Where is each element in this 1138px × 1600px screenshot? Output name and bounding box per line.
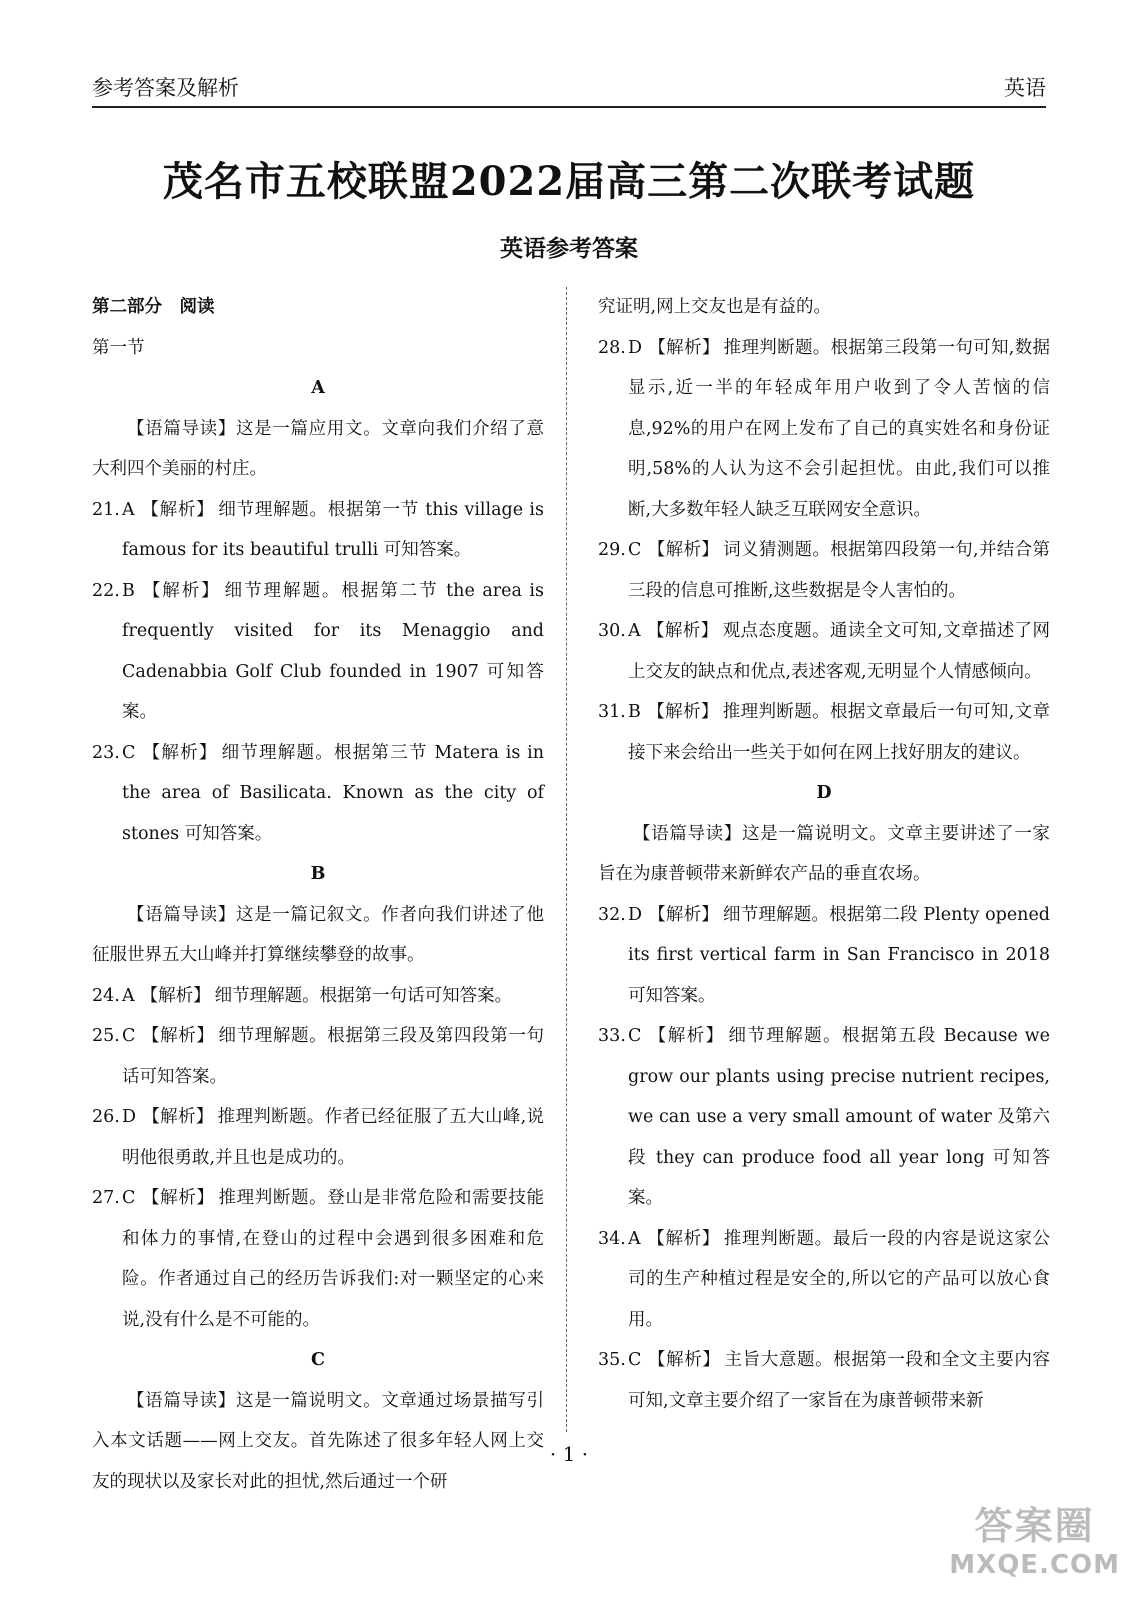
- analysis-text: 细节理解题。根据第五段 Because we grow our plants using precise nutrient recipes, we can use a very small amount of water 及第六段 they can produce food all year long 可知答案。: [628, 1026, 1050, 1208]
- answer-item-27: [92, 1178, 544, 1340]
- answer-letter: C: [122, 742, 136, 763]
- answer-number: 32.: [598, 904, 626, 925]
- passage-b-intro: 【语篇导读】这是一篇记叙文。作者向我们讲述了他征服世界五大山峰并打算继续攀登的故事。: [92, 904, 544, 965]
- answer-number: 23.: [92, 742, 120, 763]
- answer-item-35: [598, 1340, 1050, 1421]
- answer-letter: D: [628, 904, 643, 925]
- analysis-tag: 【解析】: [647, 1350, 721, 1370]
- answer-letter: D: [122, 1107, 137, 1127]
- answer-letter: C: [628, 1350, 642, 1370]
- analysis-text: 细节理解题。根据第一节 this village is famous for its beautiful trulli 可知答案。: [122, 499, 544, 560]
- section-heading: 第一节: [92, 337, 145, 358]
- answer-item-24: [92, 976, 544, 1017]
- analysis-tag: 【解析】: [646, 1228, 720, 1249]
- answer-letter: D: [628, 337, 643, 358]
- passage-c-intro-continued: 究证明,网上交友也是有益的。: [598, 297, 832, 317]
- answer-letter: C: [628, 540, 642, 560]
- header-subject-label: 英语: [1004, 76, 1046, 100]
- answer-item-25: [92, 1016, 544, 1097]
- answer-number: 31.: [598, 702, 626, 722]
- passage-a-intro: 【语篇导读】这是一篇应用文。文章向我们介绍了意大利四个美丽的村庄。: [92, 418, 544, 479]
- header-left-label: 参考答案及解析: [92, 76, 239, 100]
- answer-item-23: [92, 733, 544, 855]
- page-header: [92, 68, 1046, 108]
- site-watermark-logo: [949, 1495, 1120, 1580]
- answer-number: 24.: [92, 985, 120, 1006]
- analysis-tag: 【解析】: [141, 742, 218, 763]
- answer-number: 34.: [598, 1228, 626, 1249]
- answer-item-28: [598, 328, 1050, 531]
- watermark-en: MXQE.COM: [949, 1550, 1120, 1580]
- watermark-cn: 答案圈: [974, 1504, 1095, 1548]
- document-subtitle: 英语参考答案: [500, 235, 638, 262]
- analysis-tag: 【解析】: [646, 702, 719, 722]
- answer-number: 22.: [92, 580, 120, 601]
- answer-item-33: [598, 1016, 1050, 1219]
- analysis-tag: 【解析】: [141, 1188, 215, 1208]
- answer-item-32: [598, 895, 1050, 1017]
- answer-number: 35.: [598, 1350, 626, 1370]
- analysis-tag: 【解析】: [648, 337, 720, 358]
- passage-a-heading: A: [311, 378, 325, 398]
- answer-number: 27.: [92, 1188, 120, 1208]
- analysis-tag: 【解析】: [648, 904, 720, 925]
- answer-number: 21.: [92, 499, 120, 520]
- analysis-text: 细节理解题。根据第二段 Plenty opened its first vertical farm in San Francisco in 2018 可知答案。: [628, 904, 1051, 1006]
- part-heading: 第二部分 阅读: [92, 297, 215, 317]
- answer-number: 33.: [598, 1026, 626, 1046]
- answer-number: 29.: [598, 540, 626, 560]
- column-divider: [566, 287, 567, 1432]
- analysis-text: 细节理解题。根据第三段及第四段第一句话可知答案。: [122, 1026, 544, 1087]
- analysis-text: 推理判断题。根据文章最后一句可知,文章接下来会给出一些关于如何在网上找好朋友的建议。: [628, 702, 1051, 763]
- analysis-text: 细节理解题。根据第三节 Matera is in the area of Basilicata. Known as the city of stones 可知答案。: [122, 742, 544, 844]
- passage-c-heading: C: [311, 1350, 325, 1370]
- passage-b-heading: B: [310, 864, 326, 884]
- answer-letter: C: [628, 1026, 642, 1046]
- answer-item-22: [92, 571, 544, 733]
- answer-number: 25.: [92, 1026, 120, 1046]
- answer-letter: C: [122, 1026, 136, 1046]
- analysis-text: 推理判断题。登山是非常危险和需要技能和体力的事情,在登山的过程中会遇到很多困难和危险。作者通过自己的经历告诉我们:对一颗坚定的心来说,没有什么是不可能的。: [122, 1188, 544, 1330]
- analysis-text: 细节理解题。根据第二节 the area is frequently visited for its Menaggio and Cadenabbia Golf Club founded in 1907 可知答案。: [122, 580, 544, 722]
- analysis-text: 观点态度题。通读全文可知,文章描述了网上交友的缺点和优点,表述客观,无明显个人情感倾向。: [628, 621, 1051, 682]
- answer-letter: A: [628, 621, 641, 641]
- analysis-text: 词义猜测题。根据第四段第一句,并结合第三段的信息可推断,这些数据是令人害怕的。: [628, 540, 1050, 601]
- analysis-text: 推理判断题。根据第三段第一句可知,数据显示,近一半的年轻成年用户收到了令人苦恼的信息,92%的用户在网上发布了自己的真实姓名和身份证明,58%的人认为这不会引起担忧。由此,我们可以推断,大多数年轻人缺乏互联网安全意识。: [628, 337, 1051, 520]
- answer-item-29: [598, 530, 1050, 611]
- analysis-tag: 【解析】: [140, 985, 211, 1006]
- answer-item-21: [92, 490, 544, 571]
- analysis-tag: 【解析】: [142, 1107, 214, 1127]
- analysis-tag: 【解析】: [141, 1026, 215, 1046]
- answer-letter: A: [122, 985, 135, 1006]
- passage-d-heading: D: [816, 783, 832, 803]
- analysis-text: 主旨大意题。根据第一段和全文主要内容可知,文章主要介绍了一家旨在为康普顿带来新: [628, 1350, 1050, 1411]
- analysis-tag: 【解析】: [140, 580, 221, 601]
- answer-letter: C: [122, 1188, 136, 1208]
- right-column: [598, 287, 1050, 1421]
- left-column: [92, 287, 544, 1502]
- document-title: 茂名市五校联盟2022届高三第二次联考试题: [162, 158, 976, 205]
- passage-d-intro: 【语篇导读】这是一篇说明文。文章主要讲述了一家旨在为康普顿带来新鲜农产品的垂直农场。: [598, 823, 1050, 884]
- answer-letter: B: [628, 702, 641, 722]
- answer-item-31: [598, 692, 1050, 773]
- answer-letter: A: [122, 499, 135, 520]
- answer-item-26: [92, 1097, 544, 1178]
- analysis-tag: 【解析】: [646, 621, 719, 641]
- answer-letter: B: [122, 580, 135, 601]
- answer-number: 26.: [92, 1107, 120, 1127]
- answer-number: 28.: [598, 337, 626, 358]
- page-number: · 1 ·: [549, 1442, 589, 1466]
- analysis-tag: 【解析】: [140, 499, 215, 520]
- answer-item-30: [598, 611, 1050, 692]
- answer-number: 30.: [598, 621, 626, 641]
- analysis-tag: 【解析】: [647, 540, 720, 560]
- analysis-text: 细节理解题。根据第一句话可知答案。: [214, 985, 513, 1006]
- analysis-text: 推理判断题。作者已经征服了五大山峰,说明他很勇敢,并且也是成功的。: [122, 1107, 545, 1168]
- answer-item-34: [598, 1219, 1050, 1341]
- analysis-tag: 【解析】: [647, 1026, 725, 1046]
- passage-c-intro: 【语篇导读】这是一篇说明文。文章通过场景描写引入本文话题——网上交友。首先陈述了很多年轻人网上交友的现状以及家长对此的担忧,然后通过一个研: [92, 1390, 544, 1492]
- answer-letter: A: [628, 1228, 641, 1249]
- analysis-text: 推理判断题。最后一段的内容是说这家公司的生产种植过程是安全的,所以它的产品可以放心食用。: [628, 1228, 1051, 1330]
